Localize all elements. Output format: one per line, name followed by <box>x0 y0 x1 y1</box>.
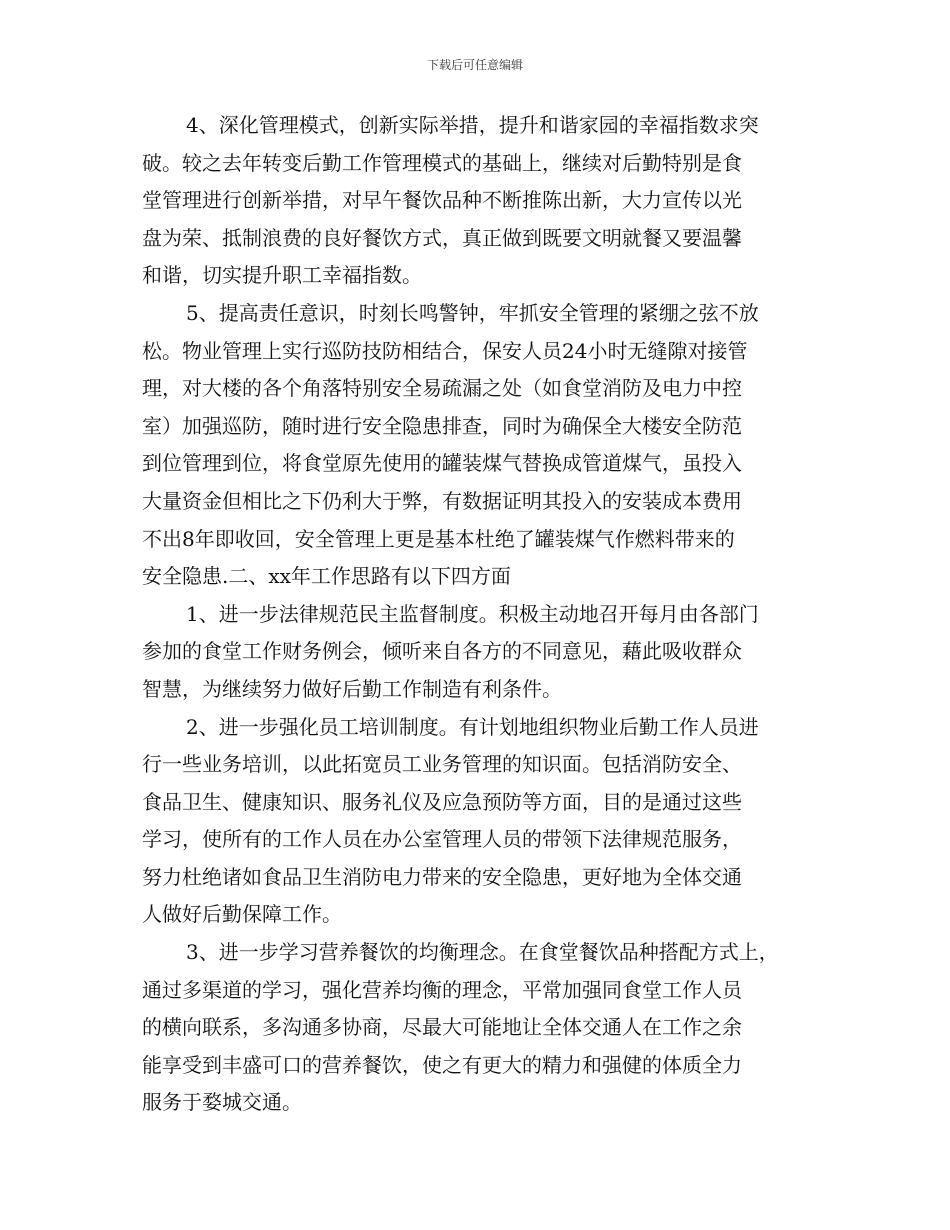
text-line: 服务于婺城交通。 <box>142 1090 302 1115</box>
text-line: 人做好后勤保障工作。 <box>142 902 342 927</box>
text-line: 到位管理到位，将食堂原先使用的罐装煤气替换成管道煤气，虽投入 <box>142 451 742 476</box>
text-line: 不出8年即收回，安全管理上更是基本杜绝了罐装煤气作燃料带来的 <box>142 526 735 551</box>
text-line: 安全隐患.二、xx年工作思路有以下四方面 <box>142 564 511 589</box>
text-line: 努力杜绝诸如食品卫生消防电力带来的安全隐患，更好地为全体交通 <box>142 864 742 889</box>
text-line: 智慧，为继续努力做好后勤工作制造有利条件。 <box>142 676 562 701</box>
text-line: 盘为荣、抵制浪费的良好餐饮方式，真正做到既要文明就餐又要温馨 <box>142 225 742 250</box>
text-line: 2、进一步强化员工培训制度。有计划地组织物业后勤工作人员进 <box>186 714 759 739</box>
page-header: 下载后可任意编辑 <box>426 58 523 72</box>
text-line: 1、进一步法律规范民主监督制度。积极主动地召开每月由各部门 <box>186 601 759 626</box>
text-line: 3、进一步学习营养餐饮的均衡理念。在食堂餐饮品种搭配方式上， <box>186 940 779 965</box>
text-line: 行一些业务培训，以此拓宽员工业务管理的知识面。包括消防安全、 <box>142 752 742 777</box>
text-line: 通过多渠道的学习，强化营养均衡的理念，平常加强同食堂工作人员 <box>142 977 742 1002</box>
text-line: 能享受到丰盛可口的营养餐饮，使之有更大的精力和强健的体质全力 <box>142 1052 742 1077</box>
text-line: 4、深化管理模式，创新实际举措，提升和谐家园的幸福指数求突 <box>186 113 759 137</box>
text-line: 破。较之去年转变后勤工作管理模式的基础上，继续对后勤特别是食 <box>142 150 742 175</box>
text-line: 学习，使所有的工作人员在办公室管理人员的带领下法律规范服务， <box>142 827 742 852</box>
text-line: 松。物业管理上实行巡防技防相结合，保安人员24小时无缝隙对接管 <box>142 338 748 363</box>
text-line: 理，对大楼的各个角落特别安全易疏漏之处（如食堂消防及电力中控 <box>142 376 742 401</box>
text-line: 的横向联系，多沟通多协商，尽最大可能地让全体交通人在工作之余 <box>142 1015 742 1040</box>
text-line: 5、提高责任意识，时刻长鸣警钟，牢抓安全管理的紧绷之弦不放 <box>186 300 759 325</box>
text-line: 参加的食堂工作财务例会，倾听来自各方的不同意见，藉此吸收群众 <box>142 639 742 664</box>
text-line: 和谐，切实提升职工幸福指数。 <box>142 263 422 288</box>
text-line: 大量资金但相比之下仍利大于弊，有数据证明其投入的安装成本费用 <box>142 488 742 513</box>
document-body <box>142 107 822 1122</box>
text-line: 食品卫生、健康知识、服务礼仪及应急预防等方面，目的是通过这些 <box>142 789 742 814</box>
text-line: 堂管理进行创新举措，对早午餐饮品种不断推陈出新，大力宣传以光 <box>142 188 742 213</box>
text-line: 室）加强巡防，随时进行安全隐患排查，同时为确保全大楼安全防范 <box>142 413 742 438</box>
